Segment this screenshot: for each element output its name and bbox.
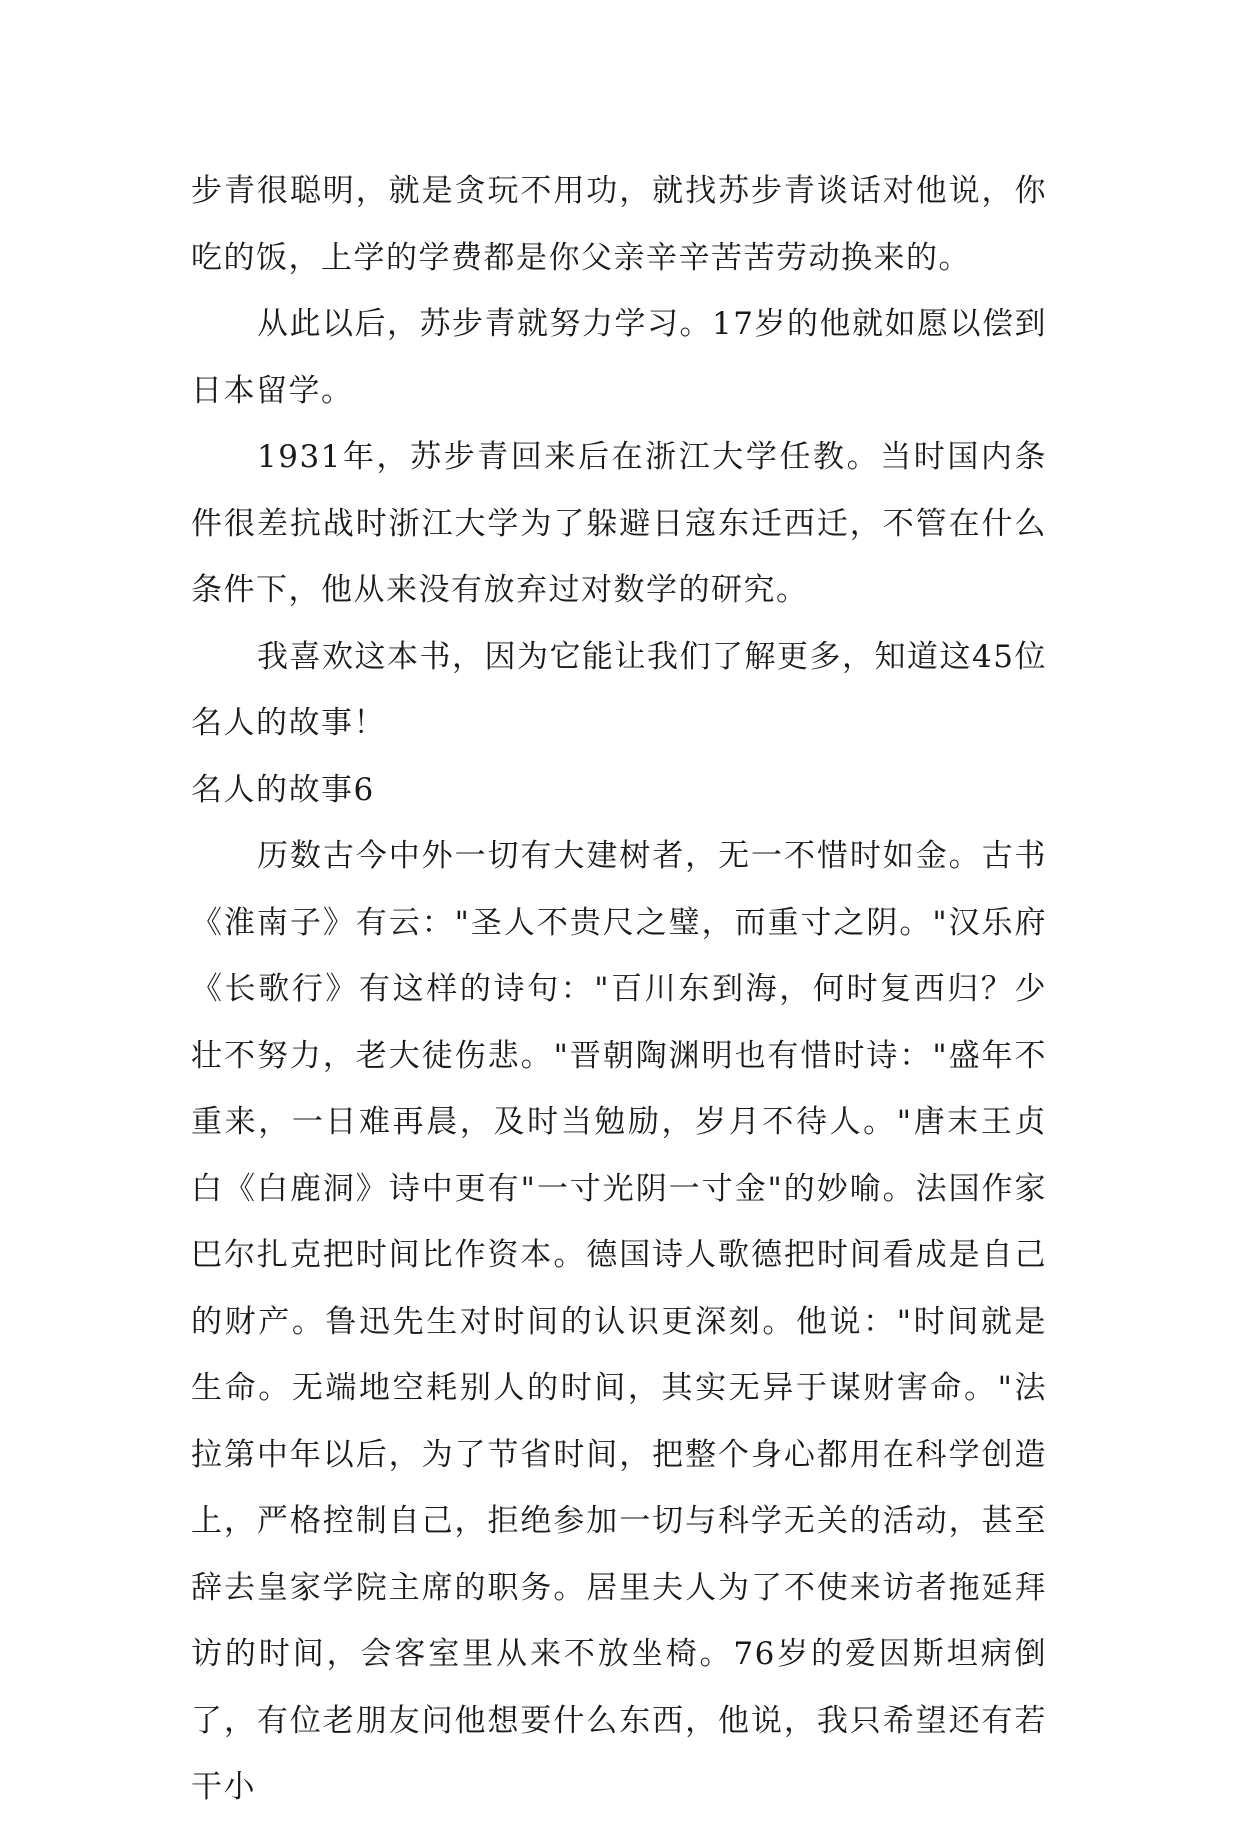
paragraph-study-abroad: 从此以后，苏步青就努力学习。17岁的他就如愿以偿到日本留学。 <box>191 306 1047 409</box>
paragraph-book-opinion: 我喜欢这本书，因为它能让我们了解更多，知道这45位名人的故事！ <box>191 638 1047 741</box>
paragraph-continuation: 步青很聪明，就是贪玩不用功，就找苏步青谈话对他说，你吃的饭，上学的学费都是你父亲辛辛苦苦劳动换来的。 <box>191 173 1047 276</box>
paragraph-time-quotes: 历数古今中外一切有大建树者，无一不惜时如金。古书《淮南子》有云："圣人不贵尺之璧，而重寸之阴。"汉乐府《长歌行》有这样的诗句："百川东到海，何时复西归？少壮不努力，老大徒伤悲。"晋朝陶渊明也有惜时诗："盛年不重来，一日难再晨，及时当勉励，岁月不待人。"唐末王贞白《白鹿洞》诗中更有"一寸光阴一寸金"的妙喻。法国作家巴尔扎克把时间比作资本。德国诗人歌德把时间看成是自己的财产。鲁迅先生对时间的认识更深刻。他说："时间就是生命。无端地空耗别人的时间，其实无异于谋财害命。"法拉第中年以后，为了节省时间，把整个身心都用在科学创造上，严格控制自己，拒绝参加一切与科学无关的活动，甚至辞去皇家学院主席的职务。居里夫人为了不使来访者拖延拜访的时间，会客室里从来不放坐椅。76岁的爱因斯坦病倒了，有位老朋友问他想要什么东西，他说，我只希望还有若干小 <box>191 838 1047 1805</box>
document-body <box>191 158 1047 1821</box>
paragraph-zhejiang-university: 1931年，苏步青回来后在浙江大学任教。当时国内条件很差抗战时浙江大学为了躲避日寇东迁西迁，不管在什么条件下，他从来没有放弃过对数学的研究。 <box>191 439 1047 608</box>
section-heading: 名人的故事6 <box>191 771 375 808</box>
